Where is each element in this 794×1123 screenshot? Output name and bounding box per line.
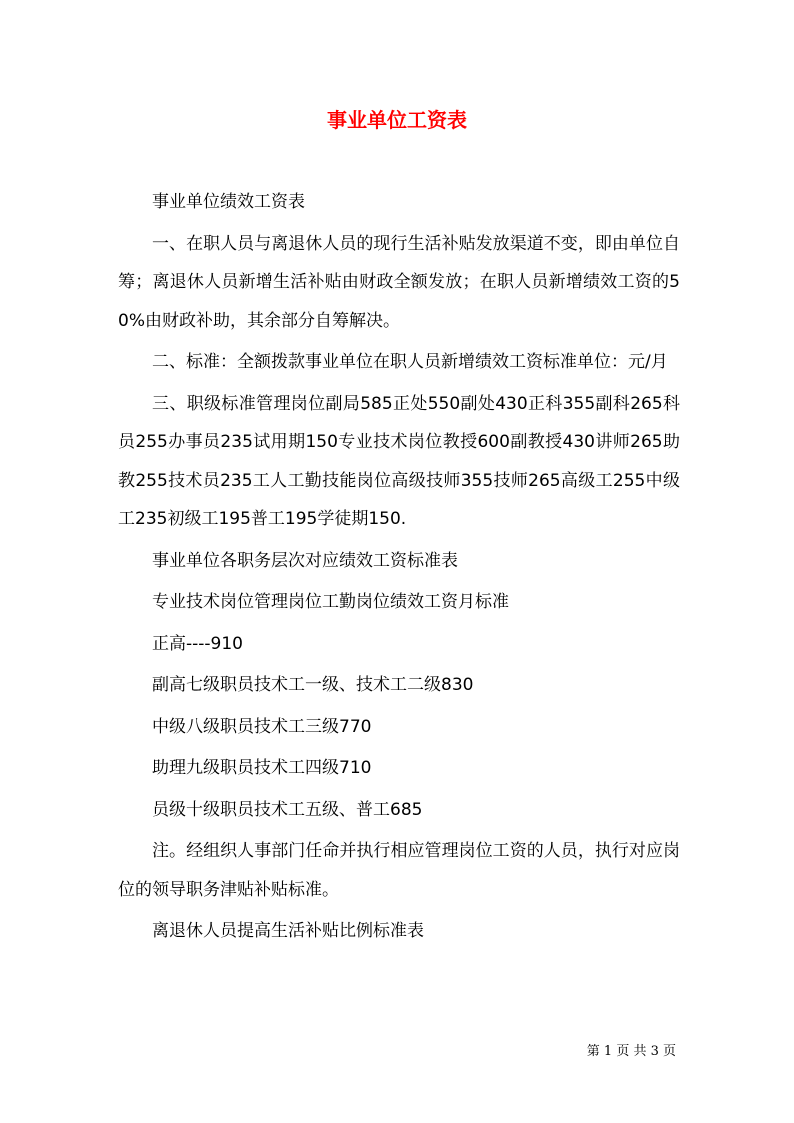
- retiree-table-heading: 离退休人员提高生活补贴比例标准表: [152, 921, 424, 941]
- table-row: 员级十级职员技术工五级、普工685: [152, 799, 423, 820]
- section-heading: 事业单位绩效工资表: [152, 192, 305, 212]
- page-number-footer: 第 1 页 共 3 页: [586, 1044, 676, 1059]
- paragraph-subsidy-channel: 一、在职人员与离退休人员的现行生活补贴发放渠道不变，即由单位自筹；离退休人员新增生活补贴由财政全额发放；在职人员新增绩效工资的50%由财政补助，其余部分自筹解决。: [118, 233, 680, 331]
- table-heading: 事业单位各职务层次对应绩效工资标准表: [152, 550, 458, 571]
- document-title: 事业单位工资表: [327, 108, 467, 132]
- table-row: 正高----910: [152, 633, 243, 654]
- note-paragraph: 注。经组织人事部门任命并执行相应管理岗位工资的人员，执行对应岗位的领导职务津贴补贴标准。: [118, 841, 680, 900]
- table-row: 副高七级职员技术工一级、技术工二级830: [152, 675, 474, 695]
- paragraph-rank-standards: 三、职级标准管理岗位副局585正处550副处430正科355副科265科员255办事员235试用期150专业技术岗位教授600副教授430讲师265助教255技术员235工人工勤技能岗位高级技师355技师265高级工255中级工235初级工195普工195学徒期150.: [118, 393, 680, 529]
- paragraph-standard: 二、标准：全额拨款事业单位在职人员新增绩效工资标准单位：元/月: [152, 352, 668, 372]
- table-row: 中级八级职员技术工三级770: [152, 716, 372, 737]
- document-body: [118, 183, 680, 954]
- table-row: 助理九级职员技术工四级710: [152, 758, 372, 778]
- table-header-row: 专业技术岗位管理岗位工勤岗位绩效工资月标准: [152, 592, 509, 612]
